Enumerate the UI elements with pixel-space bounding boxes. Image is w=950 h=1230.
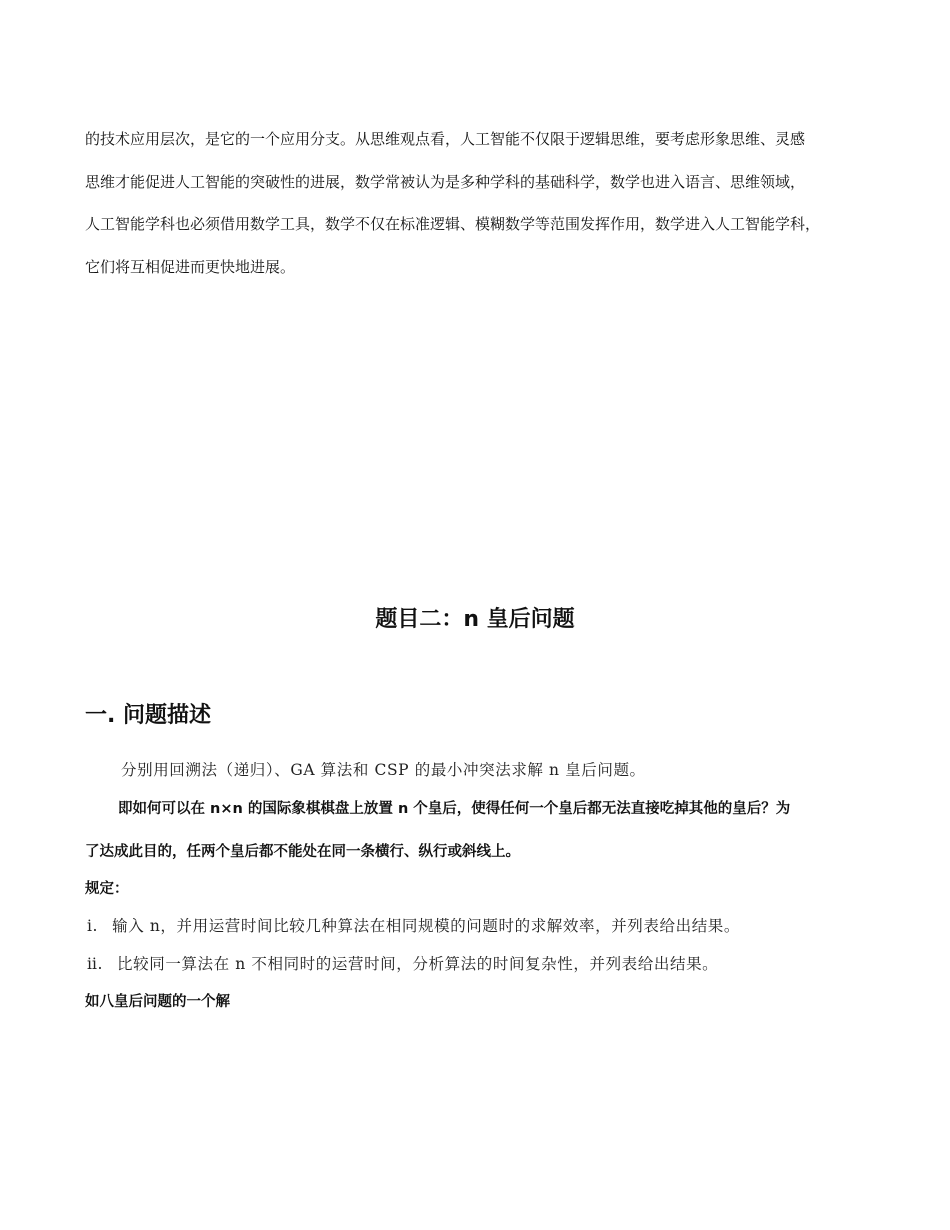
rule-text: 输入 n，并用运营时间比较几种算法在相同规模的问题时的求解效率，并列表给出结果。 (112, 917, 741, 935)
intro-line: 的技术应用层次，是它的一个应用分支。从思维观点看，人工智能不仅限于逻辑思维，要考虑形象思维、灵感 (85, 130, 806, 148)
rules-label: 规定： (85, 881, 129, 897)
rule-marker: ⅱ. (87, 955, 104, 973)
problem-description-text: 分别用回溯法（递归）、GA 算法和 CSP 的最小冲突法求解 n 皇后问题。 (121, 761, 646, 779)
intro-line: 思维才能促进人工智能的突破性的进展，数学常被认为是多种学科的基础科学，数学也进入语言、思维领域， (85, 172, 806, 191)
intro-line: 人工智能学科也必须借用数学工具，数学不仅在标准逻辑、模糊数学等范围发挥作用，数学进入人工智能学科， (85, 215, 821, 233)
example-label: 如八皇后问题的一个解 (85, 994, 230, 1010)
problem-description-heading: 一. 问题描述 (85, 703, 212, 728)
problem-explanation-line: 即如何可以在 n×n 的国际象棋棋盘上放置 n 个皇后，使得任何一个皇后都无法直接吃掉其他的皇后？为 (118, 801, 791, 817)
section-title: 题目二：n 皇后问题 (375, 607, 575, 632)
intro-paragraph (85, 118, 880, 288)
rule-text: 比较同一算法在 n 不相同时的运营时间，分析算法的时间复杂性，并列表给出结果。 (117, 955, 719, 973)
intro-line: 它们将互相促进而更快地进展。 (85, 257, 296, 276)
rule-marker: ⅰ. (87, 917, 99, 935)
rule-item (87, 914, 740, 936)
problem-explanation-line: 了达成此目的，任两个皇后都不能处在同一条横行、纵行或斜线上。 (85, 844, 520, 860)
rule-item (87, 952, 718, 974)
